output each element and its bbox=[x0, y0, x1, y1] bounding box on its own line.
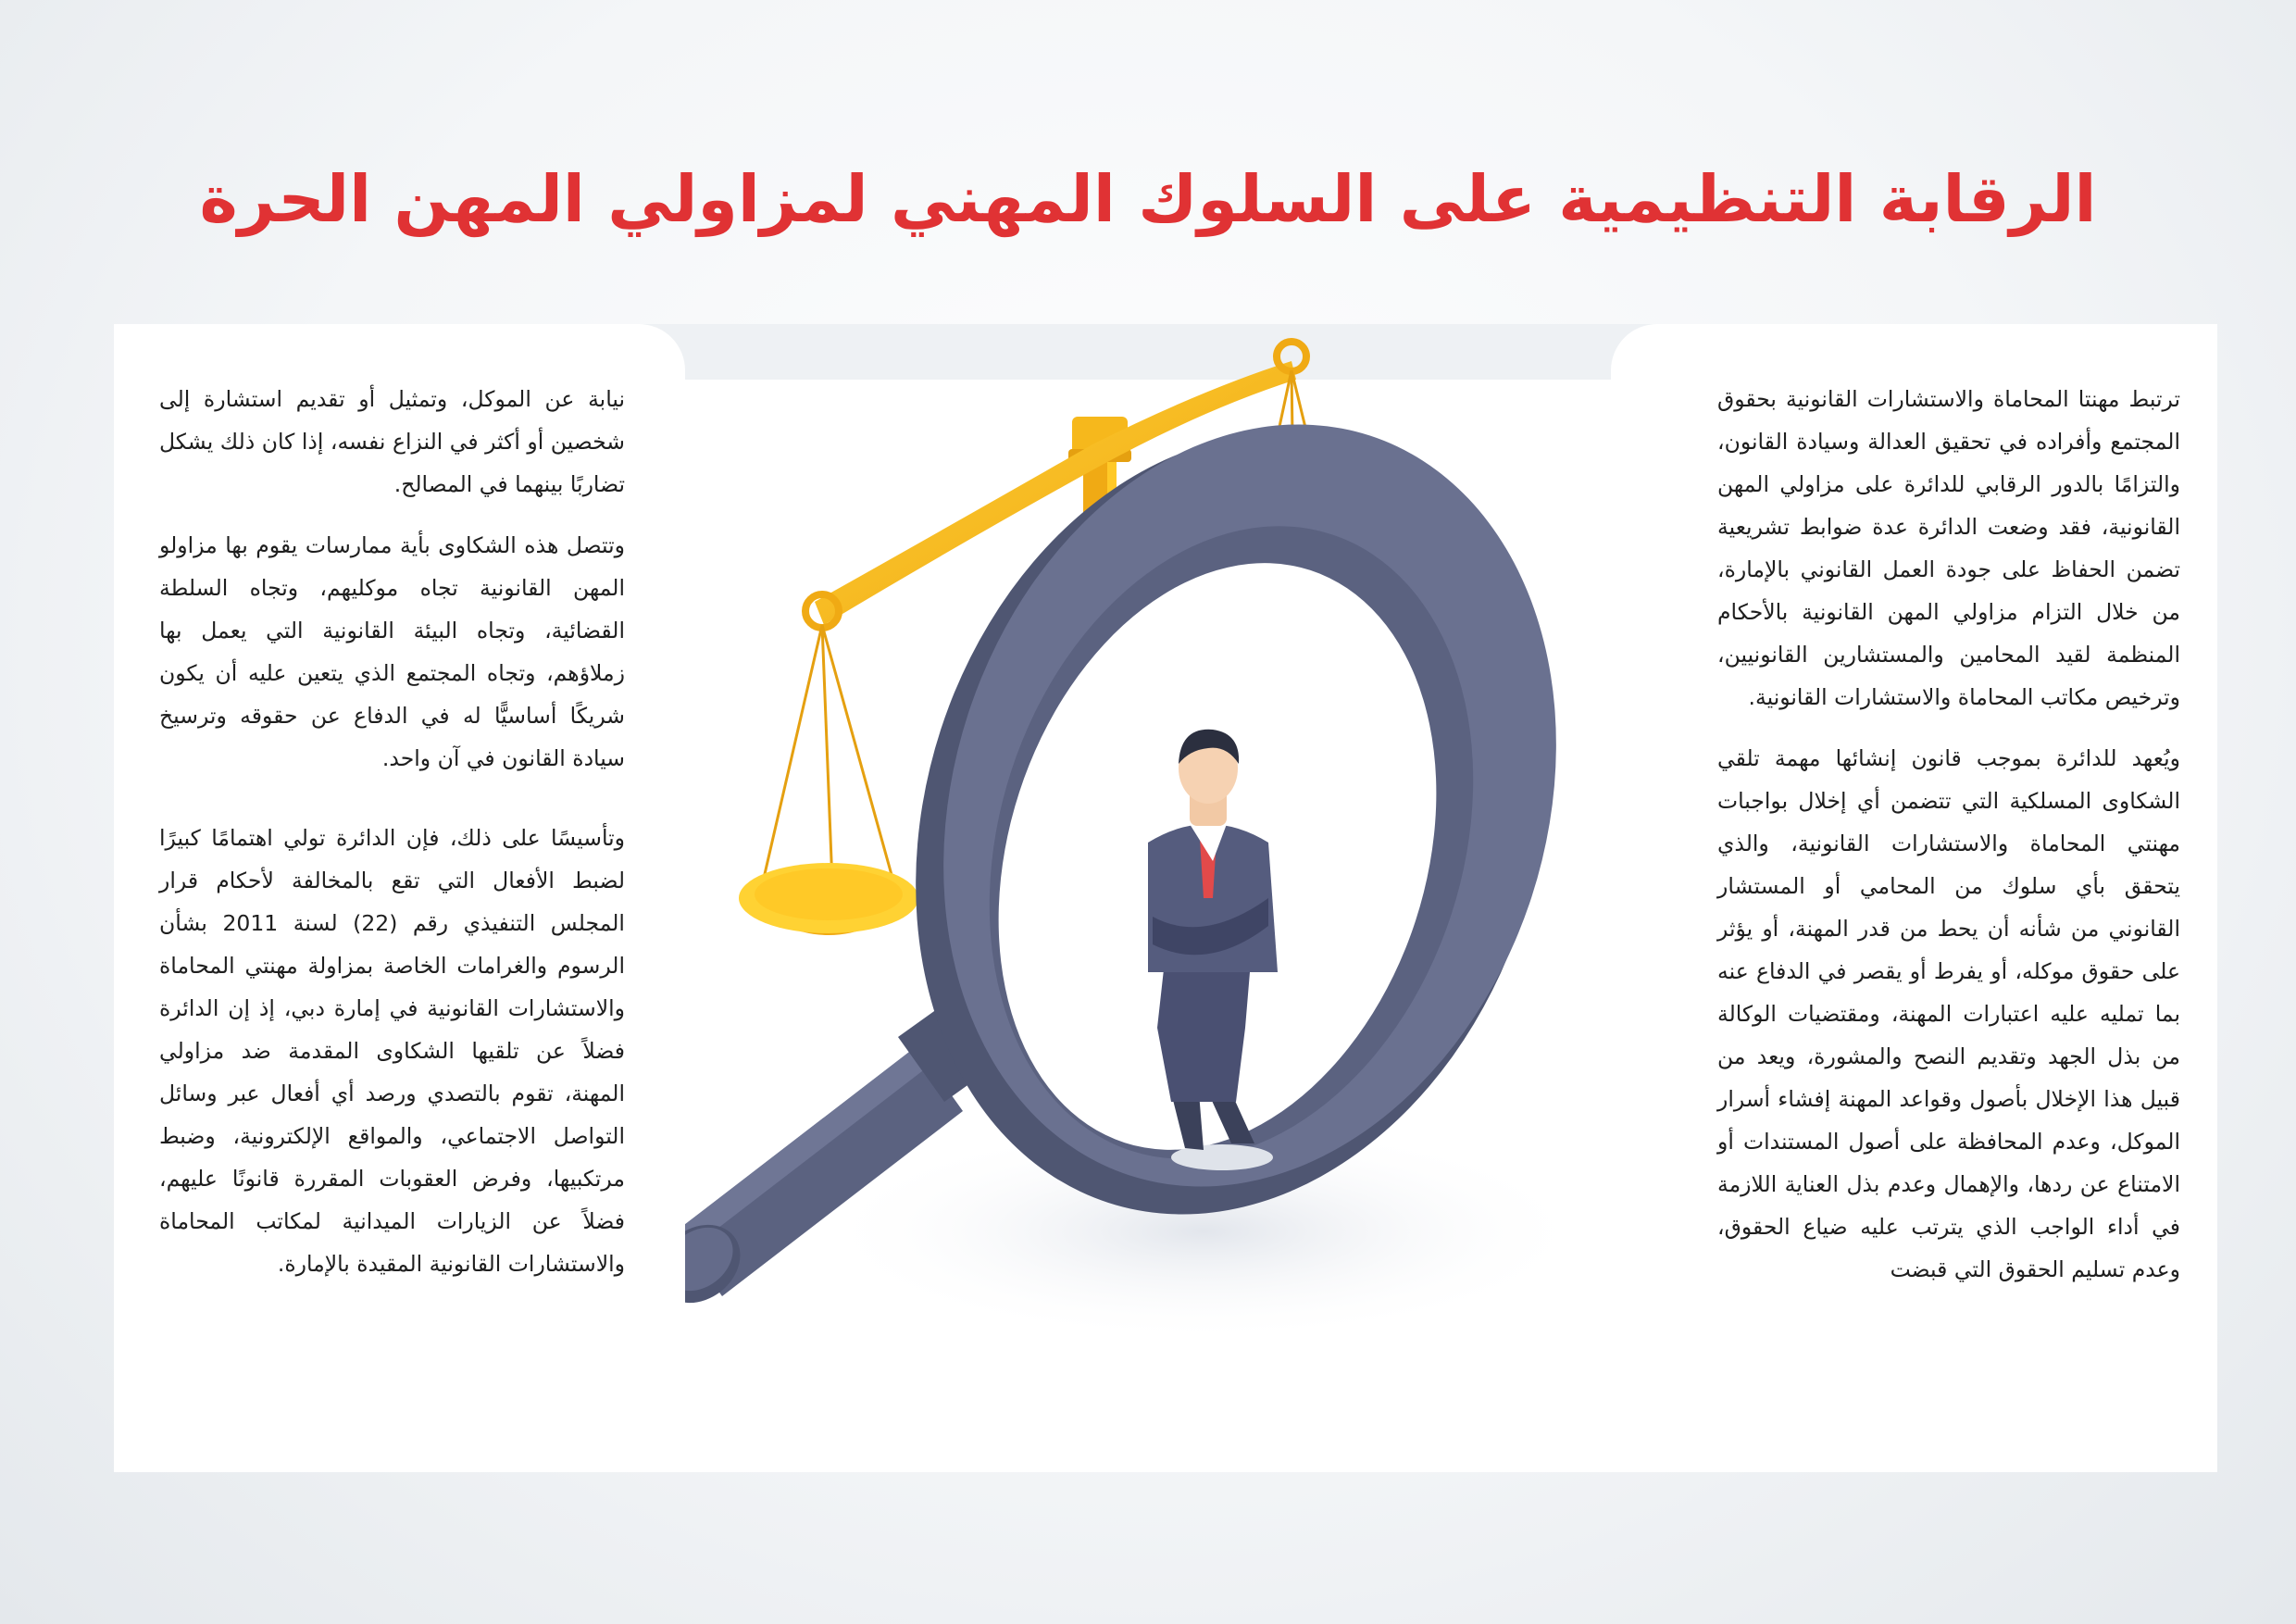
right-text-column bbox=[1717, 378, 2180, 1309]
left-paragraph-1: نيابة عن الموكل، وتمثيل أو تقديم استشارة إلى شخصين أو أكثر في النزاع نفسه، إذا كان ذلك يشكل تضاربًا بينهما في المصالح. bbox=[159, 386, 625, 497]
left-pan-icon bbox=[739, 625, 918, 935]
panel-corner-left bbox=[630, 324, 685, 380]
left-paragraph-2: وتتصل هذه الشكاوى بأية ممارسات يقوم بها مزاولو المهن القانونية تجاه موكليهم، وتجاه السلطة القضائية، وتجاه البيئة القانونية التي يعمل بها زملاؤهم، وتجاه المجتمع الذي يتعين عليه أن يكون شريكًا أساسيًّا له في الدفاع عن حقوقه وترسيخ سيادة القانون في آن واحد. bbox=[159, 532, 625, 771]
left-text-column bbox=[159, 378, 625, 1304]
page-title: الرقابة التنظيمية على السلوك المهني لمزاولي المهن الحرة bbox=[199, 161, 2097, 237]
right-paragraph-1: ترتبط مهنتا المحاماة والاستشارات القانونية بحقوق المجتمع وأفراده في تحقيق العدالة وسيادة القانون، والتزامًا بالدور الرقابي للدائرة على مزاولي المهن القانونية، فقد وضعت الدائرة عدة ضوابط تشريعية تضمن الحفاظ على جودة العمل القانوني بالإمارة، من خلال التزام مزاولي المهن القانونية بالأحكام المنظمة لقيد المحامين والمستشارين القانونيين، وترخيص مكاتب المحاماة والاستشارات القانونية. bbox=[1717, 386, 2180, 710]
scales-magnifier-illustration bbox=[685, 306, 1666, 1481]
left-paragraph-3: وتأسيسًا على ذلك، فإن الدائرة تولي اهتمامًا كبيرًا لضبط الأفعال التي تقع بالمخالفة لأحكام قرار المجلس التنفيذي رقم (22) لسنة 2011 بشأن الرسوم والغرامات الخاصة بمزاولة مهنتي المحاماة والاستشارات القانونية في إمارة دبي، إذ إن الدائرة فضلاً عن تلقيها الشكاوى المقدمة ضد مزاولي المهنة، تقوم بالتصدي ورصد أي أفعال عبر وسائل التواصل الاجتماعي، والمواقع الإلكترونية، وضبط مرتكبيها، وفرض العقوبات المقررة قانونًا عليهم، فضلاً عن الزيارات الميدانية لمكاتب المحاماة والاستشارات القانونية المقيدة بالإمارة. bbox=[159, 825, 625, 1277]
right-paragraph-2: ويُعهد للدائرة بموجب قانون إنشائها مهمة تلقي الشكاوى المسلكية التي تتضمن أي إخلال بواجبات مهنتي المحاماة والاستشارات القانونية، والذي يتحقق بأي سلوك من المحامي أو المستشار القانوني من شأنه أن يحط من قدر المهنة، أو يؤثر على حقوق موكله، أو يفرط أو يقصر في الدفاع عنه بما تمليه عليه اعتبارات المهنة، ومقتضيات الوكالة من بذل الجهد وتقديم النصح والمشورة، ويعد من قبيل هذا الإخلال بأصول وقواعد المهنة إفشاء أسرار الموكل، وعدم المحافظة على أصول المستندات أو الامتناع عن ردها، والإهمال وعدم بذل العناية اللازمة في أداء الواجب الذي يترتب عليه ضياع الحقوق، وعدم تسليم الحقوق التي قبضت bbox=[1717, 745, 2180, 1282]
